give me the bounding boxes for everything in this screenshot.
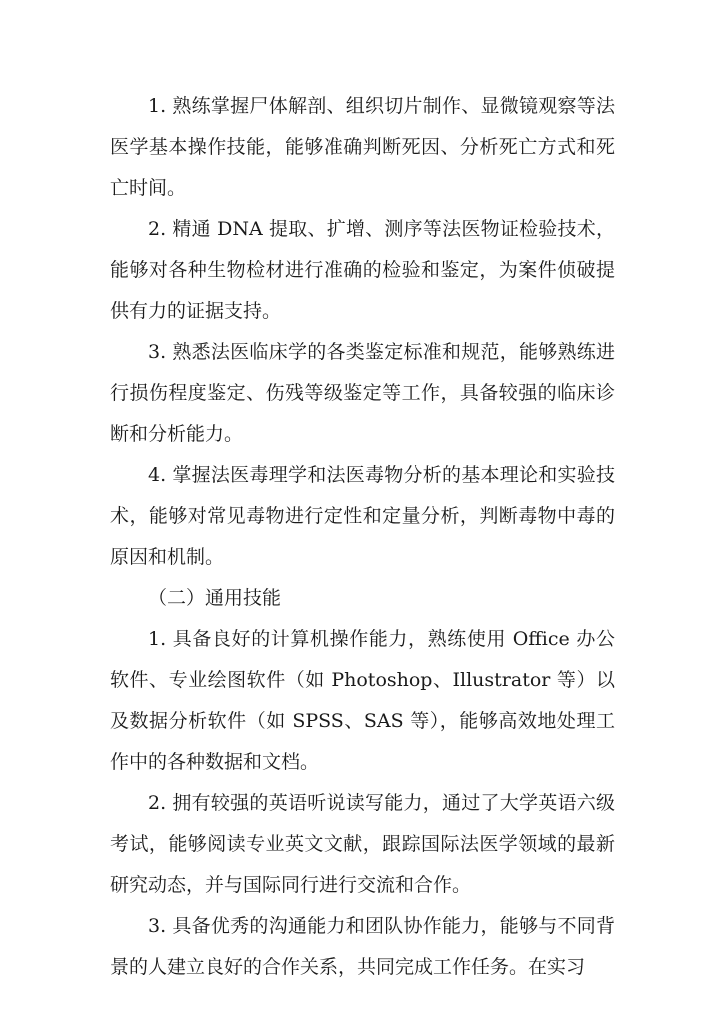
document-body: [110, 86, 615, 988]
paragraph-professional-1: 1. 熟练掌握尸体解剖、组织切片制作、显微镜观察等法医学基本操作技能，能够准确判断死因、分析死亡方式和死亡时间。: [110, 95, 615, 199]
section-heading-general-skills: （二）通用技能: [148, 587, 282, 609]
paragraph-professional-3: 3. 熟悉法医临床学的各类鉴定标准和规范，能够熟练进行损伤程度鉴定、伤残等级鉴定等工作，具备较强的临床诊断和分析能力。: [110, 341, 615, 445]
paragraph-professional-2: 2. 精通 DNA 提取、扩增、测序等法医物证检验技术，能够对各种生物检材进行准确的检验和鉴定，为案件侦破提供有力的证据支持。: [110, 218, 615, 322]
paragraph-general-3: 3. 具备优秀的沟通能力和团队协作能力，能够与不同背景的人建立良好的合作关系，共同完成工作任务。在实习: [110, 915, 615, 978]
paragraph-general-1: 1. 具备良好的计算机操作能力，熟练使用 Office 办公软件、专业绘图软件（如 Photoshop、Illustrator 等）以及数据分析软件（如 SPSS、SAS 等），能够高效地处理工作中的各种数据和文档。: [110, 628, 615, 773]
paragraph-general-2: 2. 拥有较强的英语听说读写能力，通过了大学英语六级考试，能够阅读专业英文文献，跟踪国际法医学领域的最新研究动态，并与国际同行进行交流和合作。: [110, 792, 615, 896]
paragraph-professional-4: 4. 掌握法医毒理学和法医毒物分析的基本理论和实验技术，能够对常见毒物进行定性和定量分析，判断毒物中毒的原因和机制。: [110, 464, 615, 568]
